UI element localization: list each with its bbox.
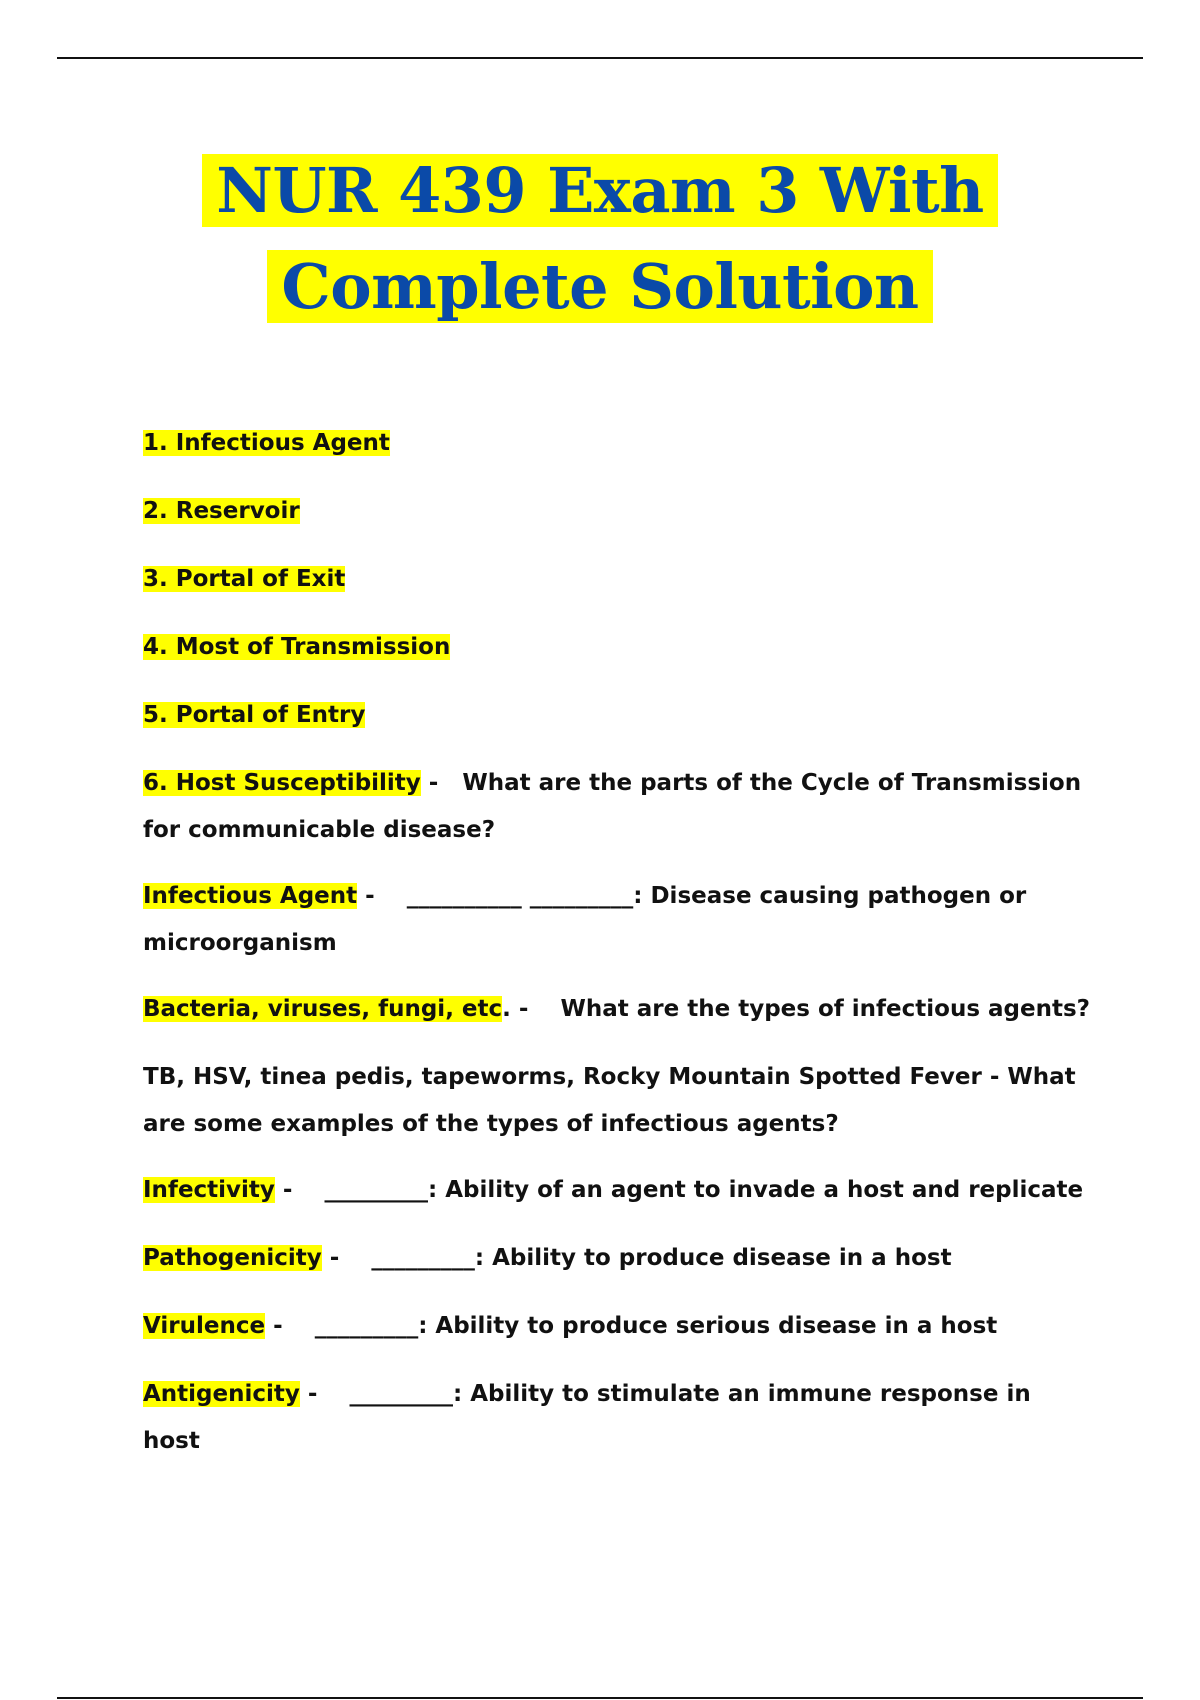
title-line-2: Complete Solution bbox=[267, 250, 932, 323]
item-definition: What are the parts of the Cycle of Transmission for communicable disease? bbox=[143, 770, 1082, 843]
bottom-rule bbox=[57, 1697, 1143, 1699]
list-item bbox=[143, 1054, 1093, 1148]
item-separator: - bbox=[299, 1381, 326, 1407]
list-item bbox=[143, 420, 1093, 467]
list-item bbox=[143, 1167, 1093, 1214]
item-term: Infectious Agent bbox=[143, 883, 358, 909]
list-item bbox=[143, 986, 1093, 1033]
item-definition: _________: Ability of an agent to invade a host and replicate bbox=[324, 1177, 1084, 1203]
item-definition: _________: Ability to produce disease in a host bbox=[371, 1245, 952, 1271]
item-definition: What are the types of infectious agents? bbox=[560, 996, 1091, 1022]
list-item bbox=[143, 624, 1093, 671]
item-term: Virulence bbox=[143, 1313, 266, 1339]
title-line-1: NUR 439 Exam 3 With bbox=[202, 154, 997, 227]
document-title bbox=[0, 143, 1200, 335]
item-term: Bacteria, viruses, fungi, etc bbox=[143, 996, 503, 1022]
list-item bbox=[143, 760, 1093, 854]
list-item bbox=[143, 1235, 1093, 1282]
item-term: 2. Reservoir bbox=[143, 498, 300, 524]
list-item bbox=[143, 488, 1093, 535]
item-separator: - bbox=[274, 1177, 301, 1203]
list-item bbox=[143, 1371, 1093, 1465]
item-separator: - bbox=[265, 1313, 291, 1339]
item-term: 6. Host Susceptibility bbox=[143, 770, 421, 796]
item-separator: - bbox=[321, 1245, 348, 1271]
list-item bbox=[143, 692, 1093, 739]
list-item bbox=[143, 873, 1093, 967]
item-term: 4. Most of Transmission bbox=[143, 634, 451, 660]
item-term: 1. Infectious Agent bbox=[143, 430, 390, 456]
item-term: Pathogenicity bbox=[143, 1245, 322, 1271]
item-definition: TB, HSV, tinea pedis, tapeworms, Rocky Mountain Spotted Fever - What are some examples of the types of infectious agents? bbox=[143, 1064, 1076, 1137]
top-rule bbox=[57, 57, 1143, 59]
item-definition: _________: Ability to stimulate an immune response in host bbox=[143, 1381, 1031, 1454]
item-term: Infectivity bbox=[143, 1177, 275, 1203]
item-term: Antigenicity bbox=[143, 1381, 300, 1407]
item-term: 3. Portal of Exit bbox=[143, 566, 346, 592]
list-item bbox=[143, 1303, 1093, 1350]
item-definition: _________: Ability to produce serious disease in a host bbox=[314, 1313, 998, 1339]
item-definition: __________ _________: Disease causing pathogen or microorganism bbox=[143, 883, 1027, 956]
item-separator: - bbox=[420, 770, 447, 796]
list-item bbox=[143, 556, 1093, 603]
flashcard-list bbox=[143, 420, 1093, 1486]
item-term: 5. Portal of Entry bbox=[143, 702, 366, 728]
item-separator: . - bbox=[502, 996, 537, 1022]
item-separator: - bbox=[357, 883, 383, 909]
